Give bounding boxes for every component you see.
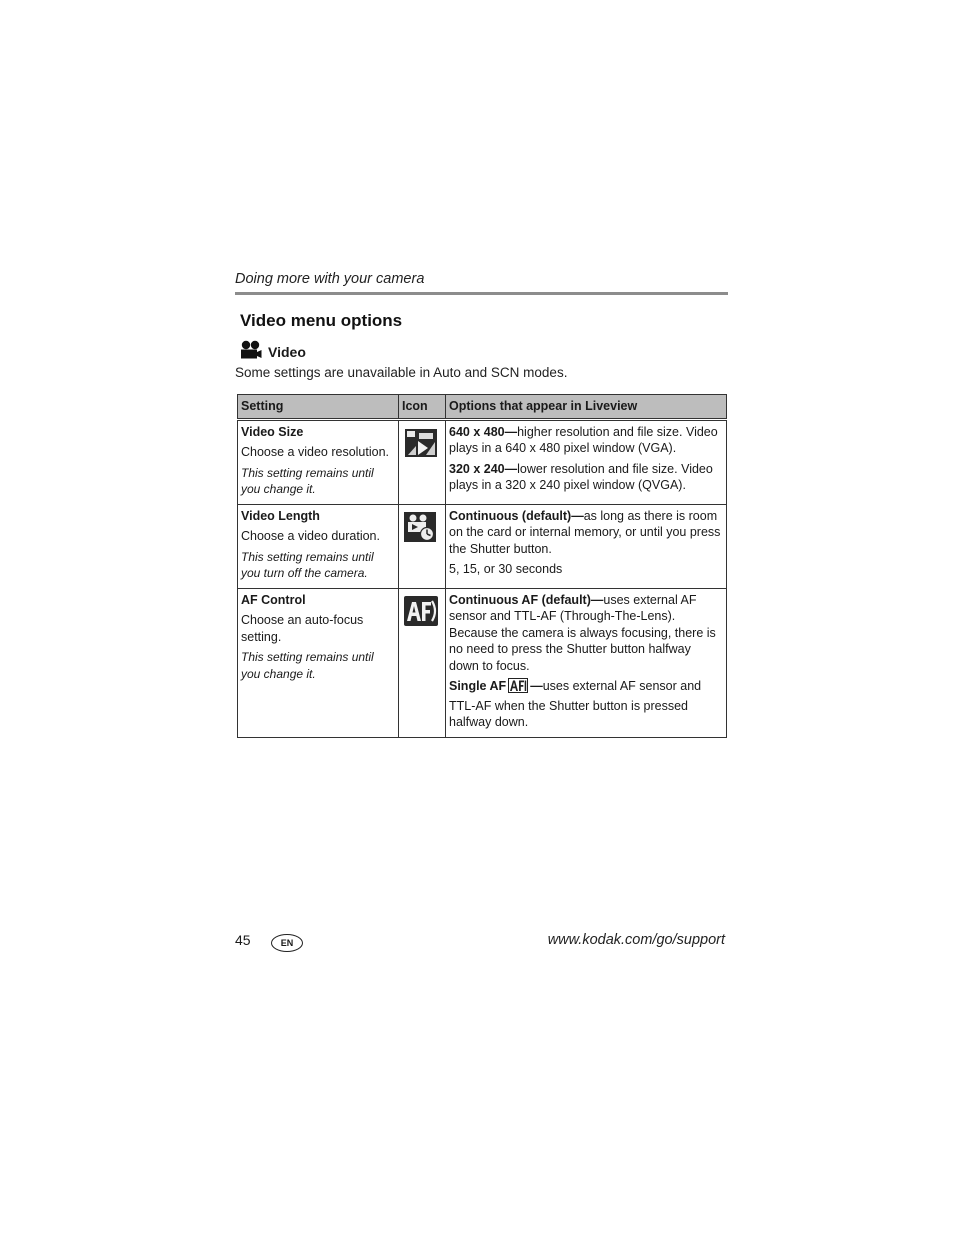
video-menu-table [237,394,727,738]
header-icon: Icon [399,395,446,420]
running-head: Doing more with your camera [235,271,425,287]
icon-cell [399,588,446,737]
option-item: Continuous AF (default)—uses external AF sensor and TTL-AF (Through-The-Lens). Because the camera is always focusing, there is no need to press the Shutter button halfway down to focus. [449,592,716,673]
header-options: Options that appear in Liveview [446,395,727,420]
setting-note: This setting remains until you change it. [241,650,374,681]
section-title: Video menu options [240,311,403,330]
setting-cell [238,504,399,588]
option-item: 640 x 480—higher resolution and file size. Video plays in a 640 x 480 pixel window (VGA). [449,424,718,455]
continuous-af-icon [404,596,442,631]
video-camera-icon [240,340,262,365]
table-row [238,419,727,504]
setting-cell [238,419,399,504]
options-cell [446,419,727,504]
table-row [238,504,727,588]
option-item: 320 x 240—lower resolution and file size. Video plays in a 320 x 240 pixel window (QVGA). [449,461,713,492]
option-item: Single AF —uses external AF sensor and TTL-AF when the Shutter button is pressed halfway down. [449,679,702,729]
table-row [238,588,727,737]
options-cell [446,504,727,588]
video-length-icon [404,512,442,547]
language-badge: EN [271,934,303,952]
setting-note: This setting remains until you turn off the camera. [241,549,374,580]
setting-name: Video Size [241,424,304,439]
option-item: Continuous (default)—as long as there is room on the card or internal memory, or until you press the Shutter button. [449,508,721,556]
setting-note: This setting remains until you change it. [241,465,374,496]
setting-desc: Choose a video resolution. [241,445,390,459]
video-size-icon [404,428,442,463]
icon-cell [399,504,446,588]
option-item: 5, 15, or 30 seconds [449,562,563,576]
setting-name: Video Length [241,508,320,523]
setting-desc: Choose an auto-focus setting. [241,613,364,644]
setting-desc: Choose a video duration. [241,529,380,543]
setting-name: AF Control [241,592,306,607]
setting-cell [238,588,399,737]
support-url: www.kodak.com/go/support [547,932,725,948]
header-rule [235,292,728,295]
single-af-icon [508,678,528,698]
page-number: 45 [235,932,251,948]
icon-cell [399,419,446,504]
header-setting: Setting [238,395,399,420]
intro-text: Some settings are unavailable in Auto and SCN modes. [235,365,568,380]
options-cell [446,588,727,737]
table-header-row [238,395,727,420]
video-subheading [240,341,306,363]
subheading-label: Video [268,344,306,360]
